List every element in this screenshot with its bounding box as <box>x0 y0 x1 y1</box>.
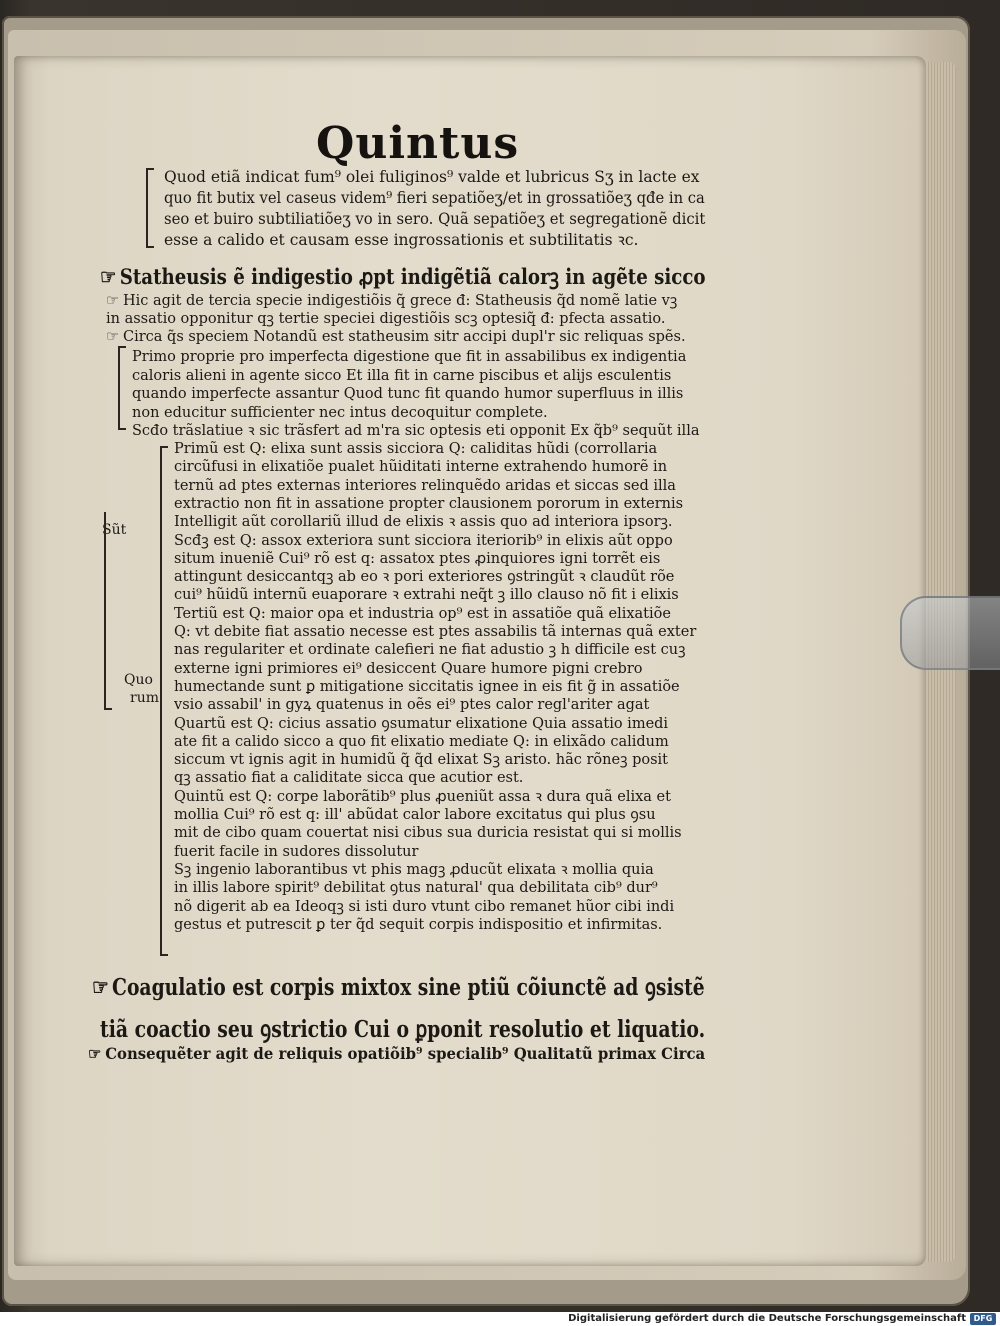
bracket <box>118 346 126 430</box>
block4-line <box>174 790 671 805</box>
block4-line <box>174 570 674 585</box>
coagulatio-title-line-1: Coagulatio est corpis mixtox sine ptiũ cõiunctẽ ad ꝯsistẽ <box>112 974 705 1001</box>
side-label-quorum-1: Quo <box>124 672 153 688</box>
block4-line-text: cui⁹ hũidũ internũ euaporare ꝛ extrahi neq̃t ꝫ illo clauso nõ fit i elixis <box>174 587 679 604</box>
block3-line <box>132 350 686 365</box>
block4-line-text: mollia Cui⁹ rõ est q: ill' abũdat calor labore excitatus qui plus ꝯsu <box>174 807 656 823</box>
block3-line <box>132 387 683 402</box>
block4-line-text: Tertiũ est Q: maior opa et industria op⁹ est in assatiõe quã elixatiõe <box>174 605 671 622</box>
block4-line <box>174 735 669 750</box>
block4-line-text: mit de cibo quam couertat nisi cibus sua duricia resistat qui si mollis <box>174 825 682 842</box>
block4-line-text: humectande sunt ꝑ mitigatione siccitatis ignee in eis fit g̃ in assatiõe <box>174 678 680 695</box>
block4-line <box>174 643 686 658</box>
block1-line <box>164 212 705 228</box>
block4-line-text: gestus et putrescit ꝑ ter q̃d sequit corpis indispositio et infirmitas. <box>174 916 663 933</box>
block1-line <box>164 170 699 186</box>
bracket <box>160 446 168 956</box>
block4-line <box>174 460 667 475</box>
pointing-hand-icon: ☞ <box>92 974 109 1001</box>
dfg-logo: DFG <box>970 1313 996 1325</box>
block4-line <box>174 479 676 494</box>
block2-line <box>106 312 665 327</box>
bracket <box>146 168 154 248</box>
block4-line-text: ate fit a calido sicco a quo fit elixatio mediate Q: in elixãdo calidum <box>174 733 669 750</box>
block2-line-text: Hic agit de tercia specie indigestiõis q̃ grece đ: Statheusis q̃d nomẽ latie vꝫ <box>123 293 678 309</box>
pointing-hand-icon: ☞ <box>100 264 117 289</box>
last-line-text: Consequẽter agit de reliquis opatiõib⁹ specialib⁹ Qualitatũ primax Circa <box>105 1044 706 1063</box>
block3-line-text: Primo proprie pro imperfecta digestione que fit in assabilibus ex indigentia <box>132 349 687 365</box>
block2-line <box>106 294 677 309</box>
block4-line-text: extractio non fit in assatione propter clausionem pororum in externis <box>174 495 684 512</box>
block4-line-text: situm inueniẽ Cui⁹ rõ est q: assatox ptes ꝓinquiores igni torrẽt eis <box>174 550 661 567</box>
side-label-sunt: Sũt <box>102 522 127 538</box>
block4-line-text: Quintũ est Q: corpe laborãtib⁹ plus ꝓueniũt assa ꝛ dura quã elixa et <box>174 788 671 805</box>
block4-line-text: circũfusi in elixatiõe pualet hũiditati interne extrahendo humorẽ in <box>174 459 668 476</box>
section-title <box>100 266 706 287</box>
block4-line-text: Primũ est Q: elixa sunt assis sicciora Q: caliditas hũdi (corrollaria <box>174 441 658 457</box>
block4-line-text: Intelligit aũt corollariũ illud de elixis ꝛ assis quo ad interiora ipsorꝫ. <box>174 514 673 531</box>
block3-line <box>132 406 548 421</box>
block4-line-text: vsio assabil' in gyꝝ quatenus in oẽs ei⁹ ptes calor regl'ariter agat <box>174 697 650 714</box>
block4-line <box>174 515 673 530</box>
block4-line <box>174 845 418 860</box>
block4-line <box>174 900 674 915</box>
block4-line-text: in illis labore spirit⁹ debilitat ꝯtus natural' qua debilitata cib⁹ dur⁹ <box>174 880 658 897</box>
block4-line <box>174 863 654 878</box>
block2-line-text: Circa q̃s speciem Notandũ est statheusim sitr accipi dupl'r sic reliquas spẽs. <box>123 329 686 345</box>
block4-line-text: siccum vt ignis agit in humidũ q̃ q̃d elixat Sꝫ aristo. hãc rõneꝫ posit <box>174 752 669 769</box>
section-title-text: Statheusis ẽ indigestio ꝓpt indigẽtiã calorꝫ in agẽte sicco <box>119 264 706 289</box>
block4-line <box>174 881 658 896</box>
block4-line-text: attingunt desiccantqꝫ ab eo ꝛ pori exteriores ꝯstringũt ꝛ claudũt rõe <box>174 569 675 586</box>
coagulatio-title-line-2: tiã coactio seu ꝯstrictio Cui o ꝑponit resolutio et liquatio. <box>100 1016 706 1043</box>
bracket <box>104 512 112 710</box>
page-heading: Quintus <box>316 118 520 169</box>
block4-line <box>174 552 660 567</box>
block4-line-text: Q: vt debite fiat assatio necesse est ptes assabilis tã internas quã exter <box>174 624 697 640</box>
block4-line <box>174 497 683 512</box>
block4-line-text: Scđꝫ est Q: assox exteriora sunt sicciora iteriorib⁹ in elixis aũt oppo <box>174 532 673 549</box>
pointing-hand-icon: ☞ <box>106 329 119 345</box>
block4-line-text: externe igni primiores ei⁹ desiccent Quare humore pigni crebro <box>174 660 643 677</box>
footer-bar <box>0 1312 1000 1326</box>
block4-line <box>174 607 671 622</box>
block4-line-text: nas regulariter et ordinate calefieri ne fiat adustio ꝫ h difficile est cuꝫ <box>174 642 686 659</box>
block1-line <box>164 233 638 249</box>
side-label-quorum-2: rum <box>130 690 159 706</box>
block3-line <box>132 424 699 439</box>
block4-line <box>174 808 656 823</box>
pointing-hand-icon: ☞ <box>106 293 119 309</box>
block4-line <box>174 753 668 768</box>
block3-line-text: caloris alieni in agente sicco Et illa fit in carne piscibus et alijs esculentis <box>132 367 672 384</box>
pointing-hand-icon: ☞ <box>88 1044 102 1063</box>
block4-line-text: Quartũ est Q: cicius assatio ꝯsumatur elixatione Quia assatio imedi <box>174 715 669 732</box>
block4-line <box>174 826 682 841</box>
block4-line-text: Sꝫ ingenio laborantibus vt phis magꝫ ꝓducũt elixata ꝛ mollia quia <box>174 861 654 878</box>
block4-line-text: qꝫ assatio fiat a caliditate sicca que acutior est. <box>174 770 524 787</box>
block1-line-text: seo et buiro subtiliatiõeʒ vo in sero. Quã sepatiõeʒ et segregationẽ dicit <box>164 210 706 228</box>
coagulatio-title <box>92 976 705 999</box>
block1-line-text: quo fit butix vel caseus videm⁹ fieri sepatiõeʒ/et in grossatiõeʒ qđe in ca <box>164 189 705 207</box>
block2-line-text: in assatio opponitur qꝫ tertie speciei digestiõis scꝫ optesiq̃ đ: pfecta assatio. <box>106 311 666 327</box>
block4-line <box>174 680 680 695</box>
last-line <box>88 1046 705 1062</box>
block4-line <box>174 662 642 677</box>
block4-line <box>174 442 657 457</box>
block4-line <box>174 588 679 603</box>
block3-line-text: non educitur sufficienter nec intus decoquitur complete. <box>132 404 548 421</box>
block3-line-text: quando imperfecte assantur Quod tunc fit quando humor superfluus in illis <box>132 386 684 402</box>
block1-line <box>164 191 705 207</box>
block4-line-text: fuerit facile in sudores dissolutur <box>174 843 419 860</box>
block2-line <box>106 330 686 345</box>
block4-line-text: ternũ ad ptes externas interiores relinquẽdo aridas et siccas sed illa <box>174 477 676 494</box>
block3-line-text: Scđo trãslatiue ꝛ sic trãsfert ad m'ra sic optesis eti opponit Ex q̃b⁹ sequũt illa <box>132 423 700 439</box>
block4-line <box>174 698 649 713</box>
block4-line <box>174 534 673 549</box>
block4-line <box>174 771 523 786</box>
block3-line <box>132 369 671 384</box>
page-clip <box>900 596 1000 670</box>
block4-line-text: nõ digerit ab ea Ideoqꝫ si isti duro vtunt cibo remanet hũor cibi indi <box>174 898 675 915</box>
footer-text: Digitalisierung gefördert durch die Deutsche Forschungsgemeinschaft <box>568 1313 966 1324</box>
block1-line-text: Quod etiã indicat fum⁹ olei fuliginos⁹ valde et lubricus Sʒ in lacte ex <box>164 168 700 186</box>
block1-line-text: esse a calido et causam esse ingrossationis et subtilitatis ꝛc. <box>164 231 639 249</box>
block4-line <box>174 717 668 732</box>
block4-line <box>174 918 662 933</box>
block4-line <box>174 625 696 640</box>
